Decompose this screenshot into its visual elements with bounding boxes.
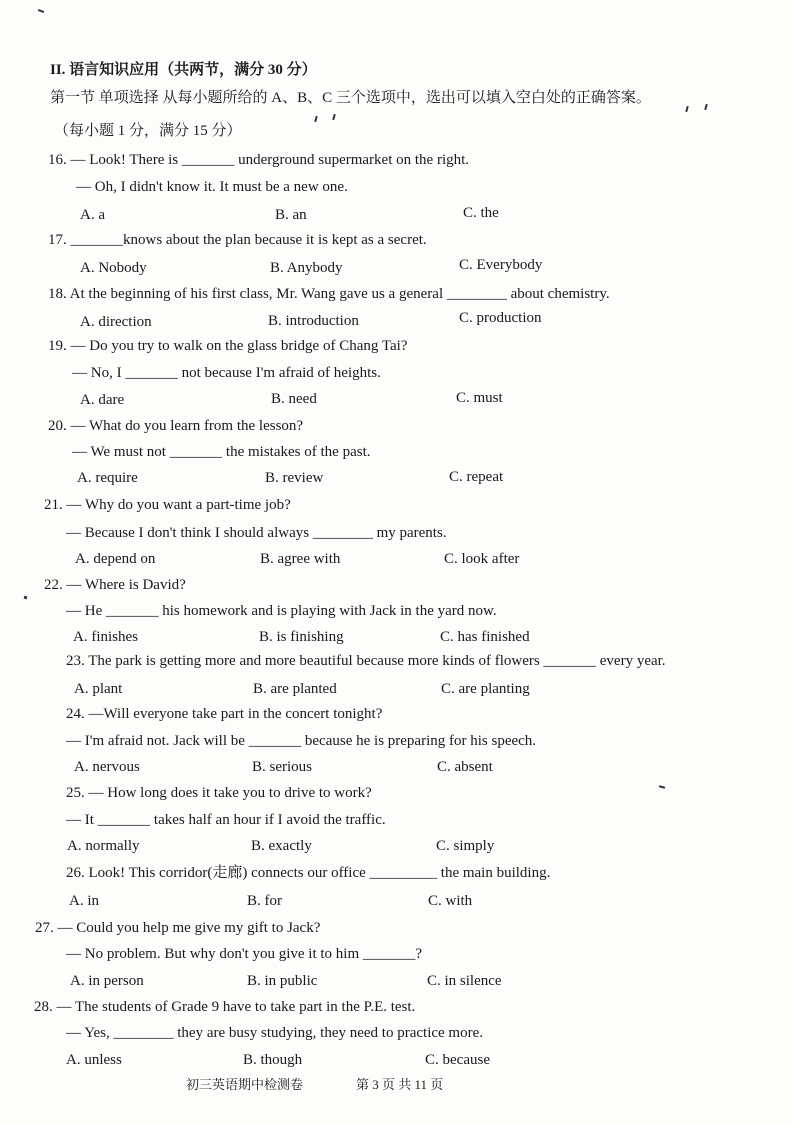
option-c: C. simply — [436, 838, 495, 854]
scan-speck — [685, 106, 688, 112]
option-a: A. dare — [80, 392, 125, 408]
option-a: A. a — [80, 207, 105, 223]
option-b: B. an — [275, 207, 307, 223]
option-c: C. Everybody — [459, 257, 543, 273]
scan-speck — [704, 104, 707, 110]
scan-speck — [24, 596, 28, 600]
footer-exam-name: 初三英语期中检测卷 — [186, 1077, 304, 1092]
option-b: B. in public — [247, 973, 318, 989]
option-c: C. absent — [437, 759, 493, 775]
option-a: A. nervous — [74, 759, 140, 775]
question-dialogue-line: — We must not _______ the mistakes of the past. — [72, 444, 371, 460]
option-a: A. require — [77, 470, 138, 486]
option-a: A. finishes — [73, 629, 138, 645]
question-stem: 27. — Could you help me give my gift to Jack? — [35, 920, 321, 936]
option-c: C. production — [459, 310, 542, 326]
question-stem: 22. — Where is David? — [44, 577, 186, 593]
question-dialogue-line: — He _______ his homework and is playing with Jack in the yard now. — [66, 603, 497, 619]
question-dialogue-line: — Yes, ________ they are busy studying, they need to practice more. — [66, 1025, 484, 1041]
option-a: A. unless — [66, 1052, 122, 1068]
question-stem: 28. — The students of Grade 9 have to take part in the P.E. test. — [34, 999, 416, 1015]
option-a: A. direction — [80, 314, 152, 330]
option-c: C. has finished — [440, 629, 530, 645]
option-b: B. need — [271, 391, 317, 407]
option-a: A. in — [69, 893, 99, 909]
option-b: B. for — [247, 893, 282, 909]
question-stem: 23. The park is getting more and more beautiful because more kinds of flowers _______ every year. — [66, 653, 666, 669]
option-c: C. the — [463, 205, 499, 221]
option-a: A. plant — [74, 681, 123, 697]
question-stem: 24. —Will everyone take part in the concert tonight? — [66, 706, 383, 722]
option-a: A. Nobody — [80, 260, 147, 276]
option-a: A. in person — [70, 973, 144, 989]
option-b: B. exactly — [251, 838, 312, 854]
option-b: B. introduction — [268, 313, 359, 329]
question-stem: 26. Look! This corridor(走廊) connects our office _________ the main building. — [66, 865, 551, 881]
option-b: B. serious — [252, 759, 312, 775]
scan-speck — [314, 116, 317, 122]
scan-speck — [332, 114, 335, 120]
option-b: B. Anybody — [270, 260, 343, 276]
question-stem: 16. — Look! There is _______ underground supermarket on the right. — [48, 152, 470, 168]
footer-page-info: 第 3 页 共 11 页 — [356, 1077, 444, 1092]
option-c: C. look after — [444, 551, 520, 567]
question-dialogue-line: — It _______ takes half an hour if I avoid the traffic. — [66, 812, 386, 828]
option-c: C. in silence — [427, 973, 502, 989]
question-stem: 25. — How long does it take you to drive to work? — [66, 785, 372, 801]
option-c: C. because — [425, 1052, 490, 1068]
question-stem: 18. At the beginning of his first class, Mr. Wang gave us a general ________ about chemistry. — [48, 286, 610, 302]
option-b: B. are planted — [253, 681, 337, 697]
option-b: B. is finishing — [259, 629, 344, 645]
option-b: B. review — [265, 470, 324, 486]
question-dialogue-line: — I'm afraid not. Jack will be _______ because he is preparing for his speech. — [66, 733, 537, 749]
question-stem: 19. — Do you try to walk on the glass bridge of Chang Tai? — [48, 338, 408, 354]
subsection-instruction: 第一节 单项选择 从每小题所给的 A、B、C 三个选项中，选出可以填入空白处的正确答案。 — [50, 90, 651, 106]
option-c: C. are planting — [441, 681, 530, 697]
question-dialogue-line: — No problem. But why don't you give it to him _______? — [66, 946, 423, 962]
option-a: A. depend on — [75, 551, 156, 567]
subsection-scoring: （每小题 1 分，满分 15 分） — [54, 123, 242, 139]
question-dialogue-line: — Oh, I didn't know it. It must be a new one. — [76, 179, 348, 195]
option-a: A. normally — [67, 838, 140, 854]
option-b: B. though — [243, 1052, 303, 1068]
question-dialogue-line: — No, I _______ not because I'm afraid of heights. — [72, 365, 381, 381]
section-title: II. 语言知识应用（共两节，满分 30 分） — [50, 62, 317, 78]
option-c: C. with — [428, 893, 473, 909]
scan-speck — [659, 785, 665, 788]
question-stem: 20. — What do you learn from the lesson? — [48, 418, 304, 434]
option-c: C. must — [456, 390, 503, 406]
question-stem: 21. — Why do you want a part-time job? — [44, 497, 291, 513]
question-dialogue-line: — Because I don't think I should always ________ my parents. — [66, 525, 447, 541]
option-b: B. agree with — [260, 551, 341, 567]
question-stem: 17. _______knows about the plan because it is kept as a secret. — [48, 232, 427, 248]
option-c: C. repeat — [449, 469, 504, 485]
scan-speck — [38, 9, 44, 13]
